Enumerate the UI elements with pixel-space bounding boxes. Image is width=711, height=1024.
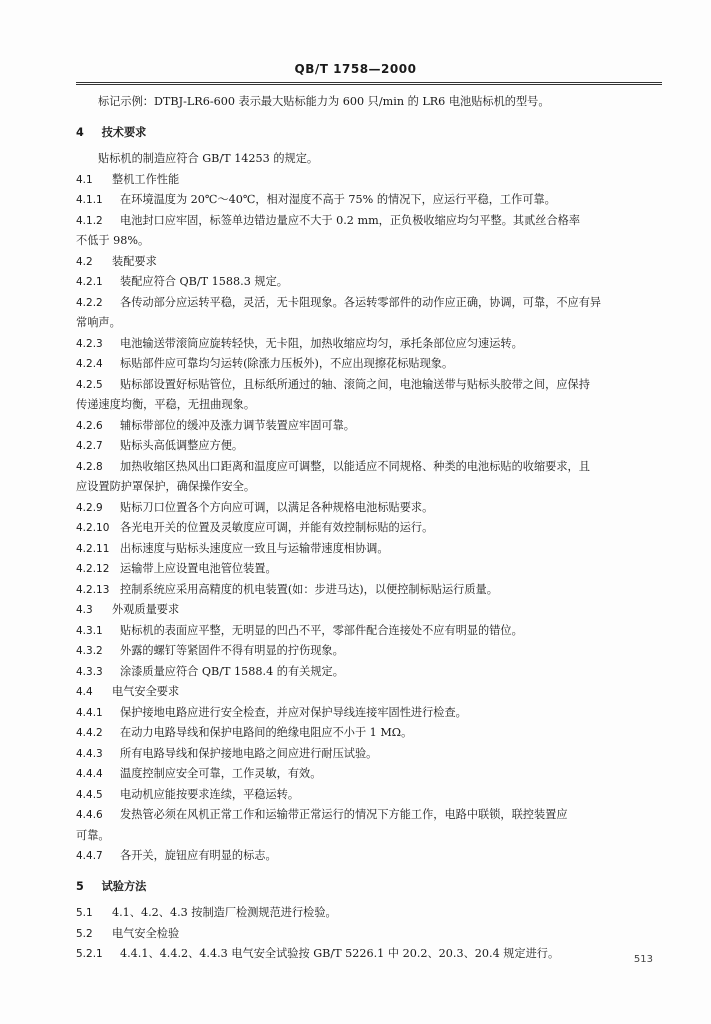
clause-4-2-8	[76, 457, 664, 478]
clause-number: 4.2.4	[76, 358, 103, 370]
section-number: 4	[76, 125, 84, 139]
clause-4-4	[76, 682, 664, 703]
clause-4-2-5	[76, 375, 664, 396]
clause-4-2-9	[76, 498, 664, 519]
clause-text: 4.1、4.2、4.3 按制造厂检测规范进行检验。	[112, 906, 337, 919]
clause-number: 4.2.13	[76, 583, 110, 596]
clause-4-3-1	[76, 621, 664, 642]
clause-number: 4.2	[76, 255, 93, 268]
clause-4-1	[76, 170, 664, 191]
clause-text: 温度控制应安全可靠，工作灵敏，有效。	[120, 767, 322, 780]
section-title: 技术要求	[101, 125, 147, 139]
clause-number: 4.2.10	[76, 522, 110, 534]
clause-4-2	[76, 252, 664, 273]
clause-4-4-3	[76, 744, 664, 765]
clause-4-4-5	[76, 785, 664, 806]
clause-text: 所有电路导线和保护接地电路之间应进行耐压试验。	[120, 746, 378, 760]
clause-number: 4.1	[76, 173, 93, 186]
clause-text: 贴标头高低调整应方便。	[120, 439, 244, 452]
clause-number: 4.4.6	[76, 809, 103, 821]
marking-example: 标记示例：DTBJ-LR6-600 表示最大贴标能力为 600 只/min 的 LR6 电池贴标机的型号。	[98, 95, 550, 108]
clause-4-2-3	[76, 334, 664, 355]
clause-4-2-12	[76, 559, 664, 580]
clause-text: 运输带上应设置电池管位装置。	[120, 562, 277, 575]
clause-number: 4.4.4	[76, 768, 103, 780]
clause-4-4-6	[76, 805, 664, 826]
clause-number: 4.2.8	[76, 460, 103, 473]
clause-number: 4.2.6	[76, 419, 103, 432]
clause-4-4-1	[76, 703, 664, 724]
clause-number: 4.1.1	[76, 194, 103, 206]
clause-4-2-10	[76, 518, 664, 539]
clause-number: 4.2.2	[76, 296, 103, 309]
clause-4-2-5-cont: 传递速度均衡，平稳，无扭曲现象。	[76, 398, 256, 411]
clause-5-2-1	[76, 944, 664, 965]
clause-number: 5.2.1	[76, 948, 103, 960]
clause-4-2-8-cont: 应设置防护罩保护，确保操作安全。	[76, 480, 256, 493]
page-number: 513	[633, 954, 653, 965]
clause-text: 出标速度与贴标头速度应一致且与运输带速度相协调。	[120, 541, 389, 555]
clause-number: 4.2.7	[76, 440, 103, 452]
clause-4-2-13	[76, 580, 664, 601]
clause-text: 装配应符合 QB/T 1588.3 规定。	[120, 275, 288, 288]
clause-4-1-2	[76, 211, 664, 232]
clause-title: 整机工作性能	[112, 172, 180, 186]
clause-5-1	[76, 903, 664, 924]
clause-text: 4.4.1、4.4.2、4.4.3 电气安全试验按 GB/T 5226.1 中 20.2、20.3、20.4 规定进行。	[120, 947, 560, 960]
clause-4-2-7	[76, 436, 664, 457]
clause-number: 4.2.12	[76, 563, 110, 575]
clause-text: 在环境温度为 20℃～40℃，相对湿度不高于 75% 的情况下，应运行平稳，工作可靠。	[120, 193, 556, 206]
section-number: 5	[76, 879, 84, 893]
clause-number: 5.2	[76, 927, 93, 940]
clause-number: 4.2.3	[76, 337, 103, 350]
clause-text: 各传动部分应运转平稳，灵活，无卡阻现象。各运转零部件的动作应正确，协调，可靠，不应有异	[120, 295, 602, 309]
clause-title: 装配要求	[112, 254, 157, 268]
clause-4-3	[76, 600, 664, 621]
clause-4-2-6	[76, 416, 664, 437]
clause-4-2-2-cont: 常响声。	[76, 316, 121, 329]
clause-text: 电池封口应牢固，标签单边错边量应不大于 0.2 mm，正负极收缩应均匀平整。其贰丝合格率	[120, 213, 581, 227]
clause-4-2-4	[76, 354, 664, 375]
clause-number: 4.4.7	[76, 850, 103, 862]
clause-text: 贴标刀口位置各个方向应可调，以满足各种规格电池标贴要求。	[120, 500, 434, 514]
clause-text: 发热管必须在风机正常工作和运输带正常运行的情况下方能工作，电路中联锁，联控装置应	[120, 808, 568, 821]
clause-4-1-1	[76, 190, 664, 211]
clause-number: 4.3.3	[76, 665, 103, 678]
clause-title: 电气安全要求	[112, 685, 180, 698]
clause-text: 控制系统应采用高精度的机电装置(如：步进马达)，以便控制标贴运行质量。	[120, 582, 498, 596]
clause-text: 在动力电路导线和保护电路间的绝缘电阻应不小于 1 MΩ。	[120, 726, 413, 739]
standard-number-header: QB/T 1758—2000	[294, 62, 417, 76]
clause-number: 4.4.2	[76, 727, 103, 739]
clause-number: 4.2.9	[76, 501, 103, 514]
clause-text: 外露的螺钉等紧固件不得有明显的拧伤现象。	[120, 644, 344, 657]
clause-number: 4.4	[76, 686, 93, 698]
clause-number: 4.1.2	[76, 214, 103, 227]
section-5-heading	[76, 877, 664, 898]
clause-text: 加热收缩区热风出口距离和温度应可调整，以能适应不同规格、种类的电池标贴的收缩要求，且	[120, 459, 590, 473]
clause-number: 4.4.1	[76, 706, 103, 719]
clause-number: 4.2.11	[76, 542, 110, 555]
clause-4-4-4	[76, 764, 664, 785]
clause-number: 4.4.3	[76, 747, 103, 760]
clause-text: 电池输送带滚筒应旋转轻快，无卡阻，加热收缩应均匀，承托条部位应匀速运转。	[120, 336, 523, 350]
clause-number: 5.1	[76, 907, 93, 919]
clause-text: 辅标带部位的缓冲及涨力调节装置应牢固可靠。	[120, 418, 355, 432]
section-title: 试验方法	[101, 879, 147, 893]
clause-number: 4.2.5	[76, 378, 103, 391]
header-rule	[76, 82, 662, 85]
clause-text: 各开关，旋钮应有明显的标志。	[120, 849, 277, 862]
clause-text: 涂漆质量应符合 QB/T 1588.4 的有关规定。	[120, 664, 344, 678]
clause-4-2-1	[76, 272, 664, 293]
clause-4-2-11	[76, 539, 664, 560]
clause-text: 贴标部设置好标贴管位，且标纸所通过的轴、滚筒之间，电池输送带与贴标头胶带之间，应保持	[120, 377, 590, 391]
document-body	[76, 92, 664, 965]
clause-4-3-3	[76, 662, 664, 683]
clause-text: 标贴部件应可靠均匀运转(除涨力压板外)，不应出现擦花标贴现象。	[120, 357, 454, 370]
clause-number: 4.4.5	[76, 788, 103, 801]
clause-text: 保护接地电路应进行安全检查，并应对保护导线连接牢固性进行检查。	[120, 705, 467, 719]
clause-5-2	[76, 924, 664, 945]
clause-number: 4.3.2	[76, 645, 103, 657]
clause-title: 外观质量要求	[112, 603, 180, 616]
clause-4-4-7	[76, 846, 664, 867]
clause-4-4-2	[76, 723, 664, 744]
clause-text: 各光电开关的位置及灵敏度应可调，并能有效控制标贴的运行。	[120, 521, 434, 534]
clause-text: 贴标机的表面应平整，无明显的凹凸不平，零部件配合连接处不应有明显的错位。	[120, 623, 523, 637]
section-4-heading	[76, 123, 664, 144]
clause-title: 电气安全检验	[112, 926, 180, 940]
clause-4-4-6-cont: 可靠。	[76, 828, 110, 842]
clause-4-3-2	[76, 641, 664, 662]
clause-number: 4.3	[76, 604, 93, 616]
clause-text: 电动机应能按要求连续，平稳运转。	[120, 787, 300, 801]
section-4-intro: 贴标机的制造应符合 GB/T 14253 的规定。	[98, 152, 319, 165]
clause-4-1-2-cont: 不低于 98%。	[76, 234, 150, 247]
clause-number: 4.3.1	[76, 624, 103, 637]
clause-4-2-2	[76, 293, 664, 314]
clause-number: 4.2.1	[76, 276, 103, 288]
